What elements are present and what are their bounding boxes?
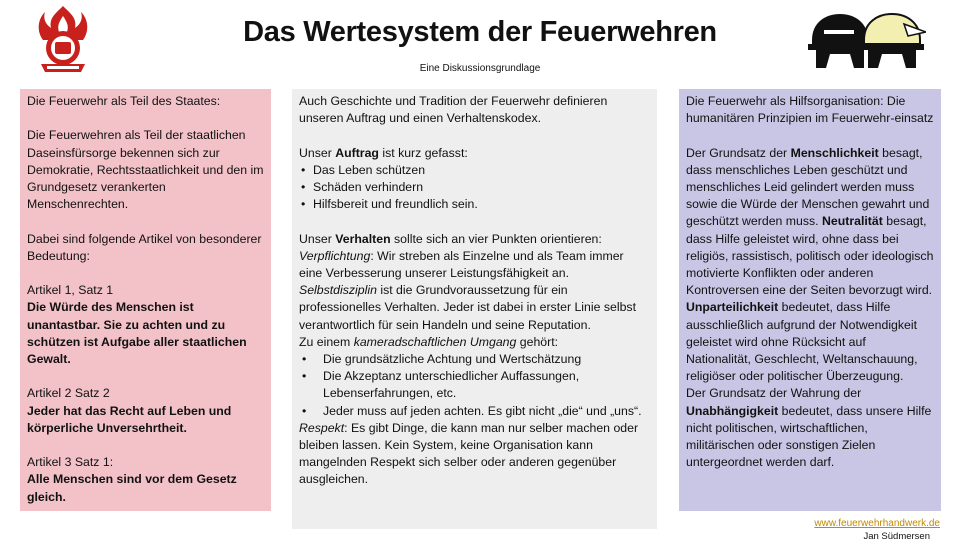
state-intro: Die Feuerwehren als Teil der staatlichen Daseinsfürsorge bekennen sich zur Demokratie, Rechtsstaatlichkeit und den im Grundgesetz verankerten Menschenrechten. [27,128,264,212]
website-link[interactable]: www.feuerwehrhandwerk.de [814,518,940,529]
list-item: • Das Leben schützen [299,162,650,179]
articles-intro: Dabei sind folgende Artikel von besonderer Bedeutung: [27,231,262,263]
list-item: • Die Akzeptanz unterschiedlicher Auffassungen, Lebenserfahrungen, etc. [299,368,650,402]
tradition-intro: Auch Geschichte und Tradition der Feuerwehr definieren unseren Auftrag und einen Verhaltenskodex. [299,94,608,126]
aid-organisation-panel [679,89,941,511]
tradition-panel [292,89,657,529]
list-item: • Die grundsätzliche Achtung und Wertschätzung [299,351,650,368]
article-text: Die Würde des Menschen ist unantastbar. Sie zu achten und zu schützen ist Aufgabe aller staatlichen Gewalt. [27,300,247,366]
respekt-text: Respekt: Es gibt Dinge, die kann man nur selber machen oder bleiben lassen. Kein System, keine Organisation kann mangelnden Respekt sich selber oder anderen gegenüber ausgleichen. [299,420,639,487]
auftrag-line: Unser Auftrag ist kurz gefasst: [299,145,468,160]
page-subtitle: Eine Diskussionsgrundlage [419,63,541,74]
selbstdisziplin-text: Selbstdisziplin ist die Grundvoraussetzung für ein professionelles Verhalten. Jeder ist dabei in erster Linie selbst verantwortlich für sein Handeln und seine Reputation. [299,283,636,332]
impartiality-text: Unparteilichkeit bedeutet, dass Hilfe ausschließlich aufgrund der Notwendigkeit geleistet wird ohne Rücksicht auf Nationalität, Geschlecht, Weltanschauung, religiöser oder politischer Überzeugung. [686,300,918,384]
article-ref: Artikel 1, Satz 1 [27,283,114,298]
independence-text: Der Grundsatz der Wahrung der Unabhängigkeit bedeutet, dass unsere Hilfe nicht politischen, wirtschaftlichen, militärischen oder sonstigen Zielen untergeordnet werden darf. [686,386,932,470]
list-item: • Schäden verhindern [299,179,650,196]
list-item: • Jeder muss auf jeden achten. Es gibt nicht „die“ und „uns“. [299,403,650,420]
state-panel [20,89,271,511]
verhalten-line: Unser Verhalten sollte sich an vier Punkten orientieren: [299,231,602,246]
article-ref: Artikel 3 Satz 1: [27,455,114,470]
principles-text: Der Grundsatz der Menschlichkeit besagt, dass menschliches Leben geschützt und menschliches Leid gelindert werden muss sowie die Würde der Menschen gewahrt und geschützt werden muss. Neutralität besagt, dass Hilfe geleistet wird, ohne dass bei religiös, rassistisch, politisch oder ideologisch motivierte Konflikten oder anderen Kontroversen eine der Seiten bevorzugt wird. [686,145,934,298]
author-name: Jan Südmersen [863,531,930,542]
article-ref: Artikel 2 Satz 2 [27,386,110,401]
list-item: • Hilfsbereit und freundlich sein. [299,196,650,213]
article-text: Jeder hat das Recht auf Leben und körperliche Unversehrtheit. [27,403,232,435]
kameradschaft-list [299,351,650,420]
aid-heading: Die Feuerwehr als Hilfsorganisation: Die humanitären Prinzipien im Feuerwehr-einsatz [686,94,934,126]
kameradschaft-line: Zu einem kameradschaftlichen Umgang gehört: [299,334,559,349]
page-title: Das Wertesystem der Feuerwehren [243,16,717,48]
auftrag-list [299,162,650,214]
state-heading: Die Feuerwehr als Teil des Staates: [27,94,221,108]
article-text: Alle Menschen sind vor dem Gesetz gleich. [27,472,237,504]
verpflichtung-text: Verpflichtung: Wir streben als Einzelne und als Team immer eine Verbesserung unserer Leistungsfähigkeit an. [299,248,624,280]
